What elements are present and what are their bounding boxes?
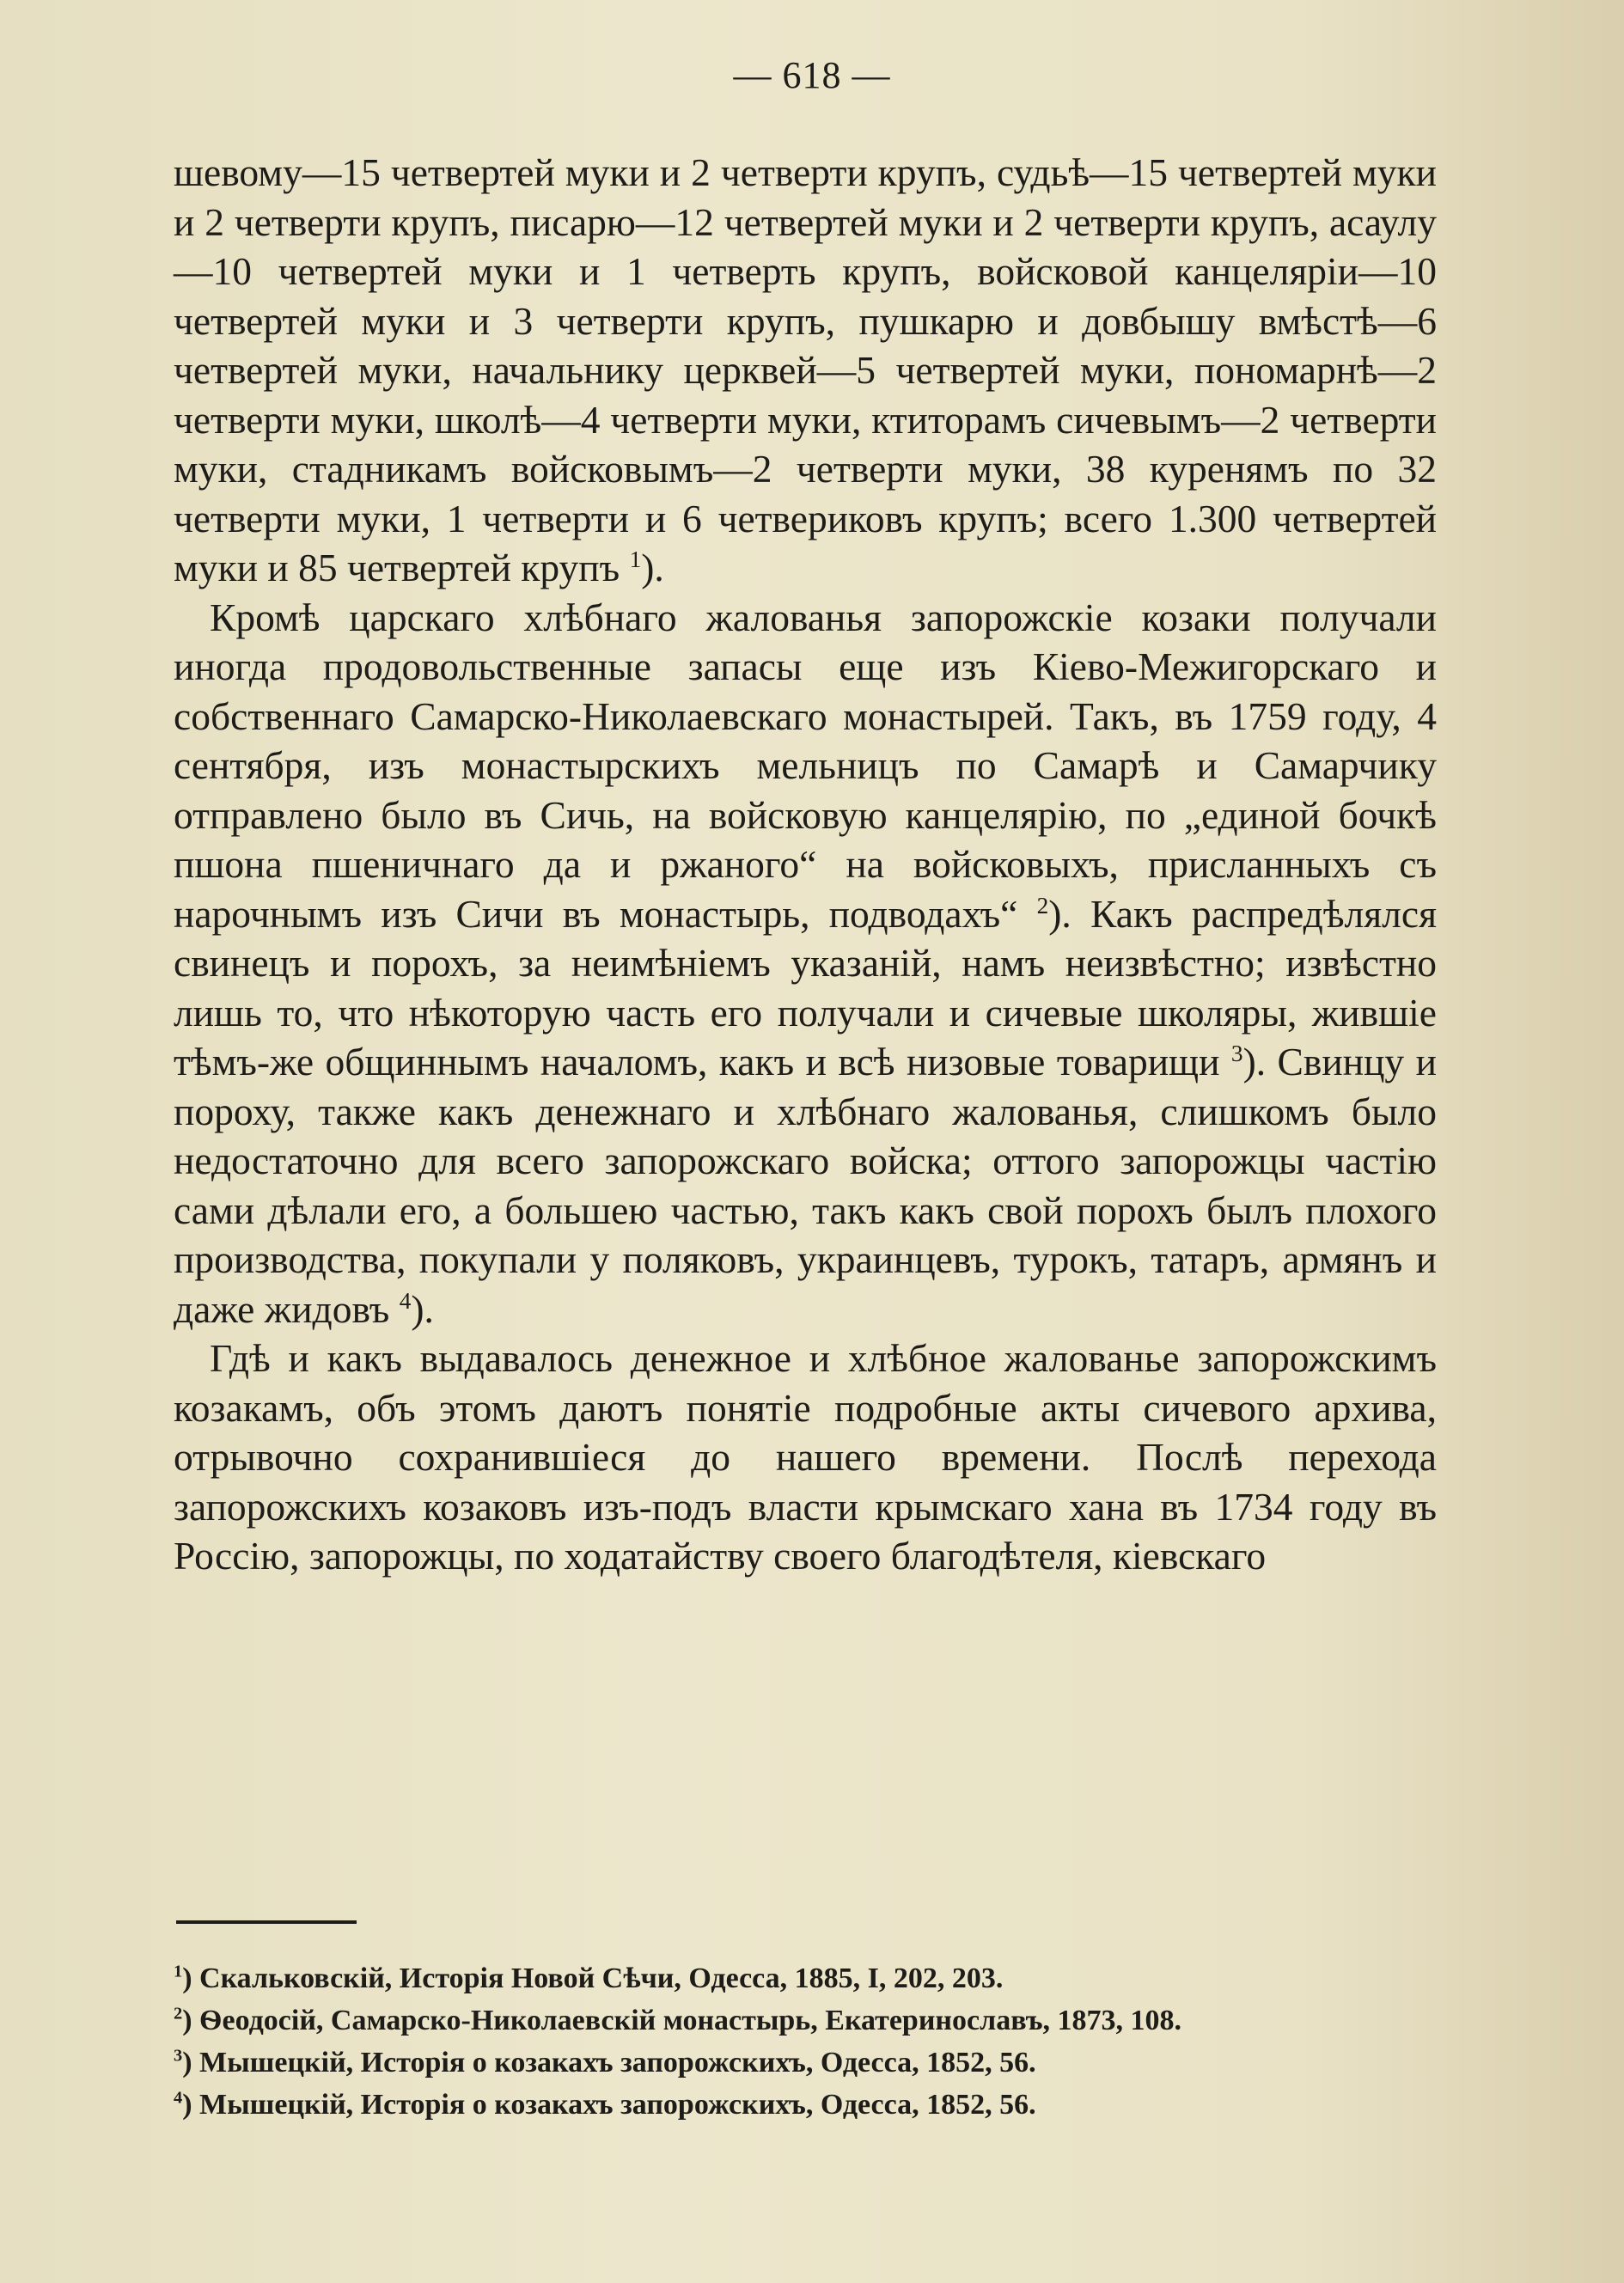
footnote-mark: 3 xyxy=(174,2046,183,2066)
footnote-text: ) Ѳеодосій, Самарско-Николаевскій монастырь, Екатеринославъ, 1873, 108. xyxy=(182,2005,1182,2036)
ref-close: ). xyxy=(411,1286,434,1331)
footnote-divider xyxy=(176,1920,357,1924)
footnote xyxy=(174,2084,1462,2126)
paragraph-text: шевому—15 четвертей муки и 2 четверти крупъ, судьѣ—15 четвертей муки и 2 четверти крупъ, писарю—12 четвертей муки и 2 четверти крупъ, асаулу—10 четвертей муки и 1 четверть крупъ, войсковой канцеляріи—10 четвертей муки и 3 четверти крупъ, пушкарю и довбышу вмѣстѣ—6 четвертей муки, начальнику церквей—5 четвертей муки, пономарнѣ—2 четверти муки, школѣ—4 четверти муки, ктиторамъ сичевымъ—2 четверти муки, стадникамъ войсковымъ—2 четверти муки, 38 куренямъ по 32 четверти муки, 1 четверти и 6 четвериковъ крупъ; всего 1.300 четвертей муки и 85 четвертей крупъ xyxy=(174,150,1437,589)
paragraph-continued xyxy=(174,148,1437,593)
footnote-mark: 2 xyxy=(174,2004,183,2024)
footnote-text: ) Скальковскій, Исторія Новой Сѣчи, Одесса, 1885, I, 202, 203. xyxy=(182,1963,1004,1994)
footnote xyxy=(174,1999,1462,2042)
ref-close: ). xyxy=(641,546,664,589)
footnote-mark: 1 xyxy=(174,1962,183,1981)
paragraph xyxy=(174,593,1437,1334)
footnote-ref-4: 4 xyxy=(399,1287,412,1314)
paragraph-text: Кромѣ царскаго хлѣбнаго жалованья запорожскіе козаки получали иногда продовольственные запасы еще изъ Кіево-Межигорскаго и собственнаго Самарско-Николаевскаго монастырей. Такъ, въ 1759 году, 4 сентября, изъ монастырскихъ мельницъ по Самарѣ и Самарчику отправлено было въ Сичь, на войсковую канцелярію, по „единой бочкѣ пшона пшеничнаго да и ржаного“ на войсковыхъ, присланныхъ съ нарочнымъ изъ Сичи въ монастырь, подводахъ“ xyxy=(174,595,1437,936)
footnote-text: ) Мышецкій, Исторія о козакахъ запорожскихъ, Одесса, 1852, 56. xyxy=(182,2089,1036,2121)
paragraph-text: ). Свинцу и пороху, также какъ денежнаго и хлѣбнаго жалованья, слишкомъ было недостаточно для всего запорожскаго войска; оттого запорожцы частію сами дѣлали его, а большею частью, такъ какъ свой порохъ былъ плохого производства, покупали у поляковъ, украинцевъ, турокъ, татаръ, армянъ и даже жидовъ xyxy=(174,1040,1438,1331)
footnote xyxy=(174,1957,1462,1999)
paragraph xyxy=(174,1334,1437,1581)
footnote-ref-3: 3 xyxy=(1230,1040,1243,1066)
footnote xyxy=(174,2042,1462,2084)
body-text xyxy=(174,148,1437,1581)
footnote-text: ) Мышецкій, Исторія о козакахъ запорожскихъ, Одесса, 1852, 56. xyxy=(182,2047,1036,2079)
footnote-ref-2: 2 xyxy=(1036,892,1049,919)
footnotes xyxy=(174,1957,1462,2126)
footnote-mark: 4 xyxy=(174,2088,183,2108)
page-number: — 618 — xyxy=(733,54,891,96)
paragraph-text: ). Какъ распредѣлялся свинецъ и порохъ, за неимѣніемъ указаній, намъ неизвѣстно; извѣстно лишь то, что нѣкоторую часть его получали и сичевые школяры, жившіе тѣмъ-же общиннымъ началомъ, какъ и всѣ низовые товарищи xyxy=(174,891,1437,1084)
footnote-ref-1: 1 xyxy=(629,546,642,572)
paragraph-text: Гдѣ и какъ выдавалось денежное и хлѣбное жалованье запорожскимъ козакамъ, объ этомъ даютъ понятіе подробные акты сичевого архива, отрывочно сохранившіеся до нашего времени. Послѣ перехода запорожскихъ козаковъ изъ-подъ власти крымскаго хана въ 1734 году въ Россію, запорожцы, по ходатайству своего благодѣтеля, кіевскаго xyxy=(174,1336,1437,1578)
